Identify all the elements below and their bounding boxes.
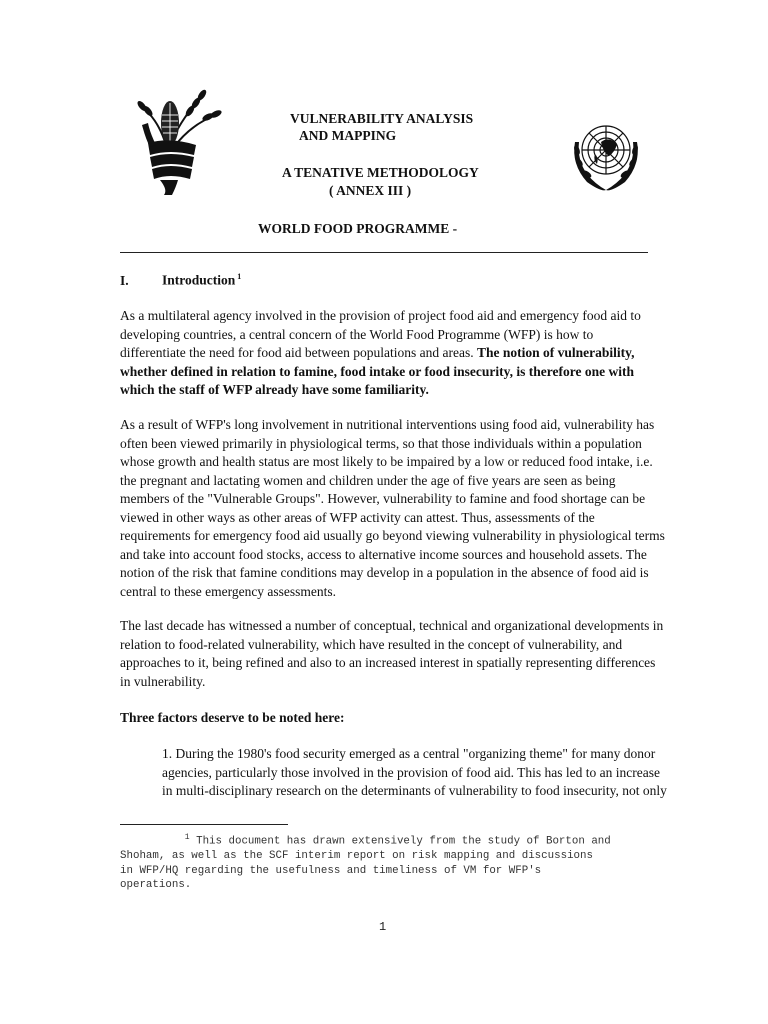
paragraph-line: relation to food-related vulnerability, which have resulted in the concept of vulnerability, and bbox=[120, 636, 623, 652]
paragraph-line: viewed in other ways as other areas of WFP activity can attest. Thus, assessments of the bbox=[120, 509, 595, 525]
paragraph-1 bbox=[120, 307, 648, 400]
header-divider bbox=[120, 252, 648, 253]
organization-name: WORLD FOOD PROGRAMME - bbox=[258, 221, 458, 236]
subtitle-line-2: ( ANNEX III ) bbox=[329, 183, 412, 198]
title-line-1: VULNERABILITY ANALYSIS bbox=[290, 111, 474, 126]
paragraph-emphasis: The notion of vulnerability, bbox=[477, 345, 635, 360]
factors-subheading: Three factors deserve to be noted here: bbox=[120, 710, 345, 725]
footnote-line: Shoham, as well as the SCF interim report on risk mapping and discussions bbox=[120, 850, 593, 863]
paragraph-emphasis: which the staff of WFP already have some familiarity. bbox=[120, 382, 429, 397]
list-item-line: in multi-disciplinary research on the determinants of vulnerability to food insecurity, not only bbox=[162, 783, 667, 798]
paragraph-line: in vulnerability. bbox=[120, 673, 206, 689]
paragraph-line: developing countries, a central concern of the World Food Programme (WFP) is how to bbox=[120, 326, 594, 342]
list-item bbox=[162, 745, 667, 801]
paragraph-line: often been viewed primarily in physiological terms, so that those individuals within a population bbox=[120, 435, 642, 451]
list-item-line: agencies, particularly those involved in the provision of food aid. This has led to an increase bbox=[162, 764, 660, 780]
footnote-marker: 1 bbox=[184, 833, 190, 842]
paragraph-line: and take into account food stocks, access to alternative income sources and household assets. The bbox=[120, 546, 647, 562]
wfp-emblem-icon bbox=[120, 85, 222, 195]
paragraph-text: differentiate the need for food aid between populations and areas. bbox=[120, 345, 477, 360]
page-number: 1 bbox=[379, 920, 387, 934]
paragraph-line: central to these emergency assessments. bbox=[120, 583, 337, 599]
title-line-2: AND MAPPING bbox=[299, 128, 397, 143]
footnote-reference: 1 bbox=[237, 272, 242, 281]
paragraph-line: As a multilateral agency involved in the provision of project food aid and emergency food aid to bbox=[120, 308, 641, 323]
subtitle-line-1: A TENATIVE METHODOLOGY bbox=[282, 165, 479, 180]
paragraph-2 bbox=[120, 416, 665, 601]
section-title: Introduction bbox=[162, 272, 236, 288]
paragraph-line: the pregnant and lactating women and children under the age of five years are seen as being bbox=[120, 472, 616, 488]
paragraph-line: notion of the risk that famine conditions may develop in a population in the absence of food aid is bbox=[120, 565, 649, 580]
footnote-divider bbox=[120, 824, 288, 825]
section-number: I. bbox=[120, 272, 129, 288]
footnote-line: operations. bbox=[120, 879, 192, 892]
paragraph-line: The last decade has witnessed a number of conceptual, technical and organizational developments in bbox=[120, 618, 664, 633]
paragraph-3 bbox=[120, 617, 664, 691]
footnote bbox=[120, 831, 660, 893]
section-heading bbox=[120, 272, 241, 289]
list-item-line: 1. During the 1980's food security emerged as a central "organizing theme" for many donor bbox=[162, 746, 656, 761]
footnote-line: in WFP/HQ regarding the usefulness and timeliness of VM for WFP's bbox=[120, 864, 542, 877]
footnote-line bbox=[120, 831, 660, 849]
paragraph-line: requirements for emergency food aid usually go beyond viewing vulnerability in physiological terms bbox=[120, 528, 665, 543]
paragraph-emphasis: whether defined in relation to famine, food intake or food insecurity, is therefore one with bbox=[120, 363, 634, 379]
footnote-text: This document has drawn extensively from the study of Borton and bbox=[189, 835, 611, 848]
paragraph-line: As a result of WFP's long involvement in nutritional interventions using food aid, vulnerability has bbox=[120, 417, 655, 432]
paragraph-line: members of the "Vulnerable Groups". However, vulnerability to famine and food shortage can be bbox=[120, 491, 646, 506]
un-emblem-icon bbox=[565, 112, 647, 194]
paragraph-line: whose growth and health status are most likely to be impaired by a low or reduced food intake, i.e. bbox=[120, 454, 653, 469]
paragraph-line bbox=[120, 344, 648, 363]
paragraph-line: approaches to it, being refined and also to an increased interest in spatially representing differences bbox=[120, 655, 656, 670]
